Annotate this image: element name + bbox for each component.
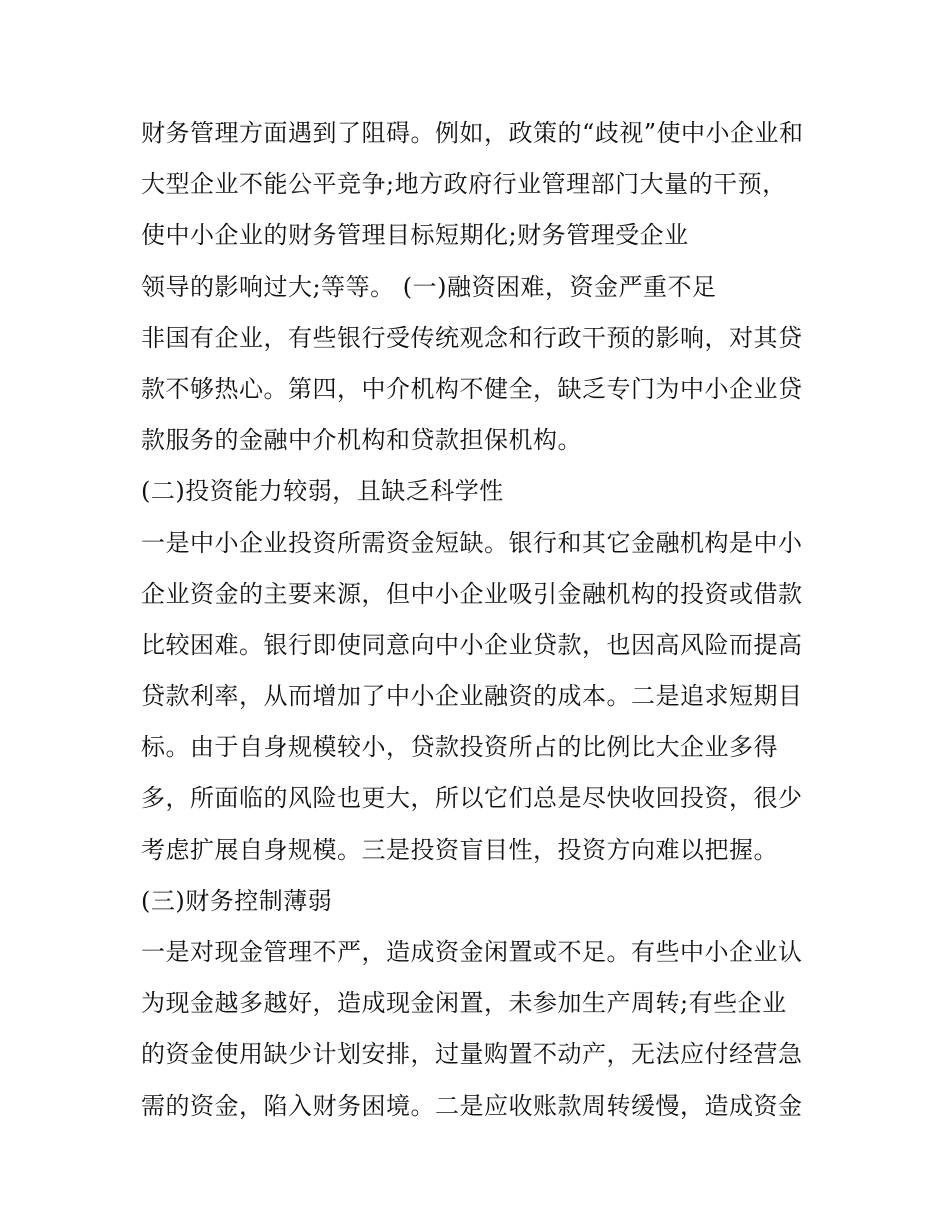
- text-line: 企业资金的主要来源，但中小企业吸引金融机构的投资或借款: [141, 579, 803, 608]
- section-heading: (二)投资能力较弱，且缺乏科学性: [141, 477, 504, 506]
- text-line: 多，所面临的风险也更大，所以它们总是尽快收回投资，很少: [141, 784, 803, 813]
- text-line: 领导的影响过大;等等。 (一)融资困难，资金严重不足: [141, 272, 717, 301]
- section-heading: (三)财务控制薄弱: [141, 886, 333, 915]
- text-line: 非国有企业，有些银行受传统观念和行政干预的影响，对其贷: [141, 323, 803, 352]
- text-line: 财务管理方面遇到了阻碍。例如，政策的“歧视”使中小企业和: [141, 119, 804, 147]
- text-line: 为现金越多越好，造成现金闲置，未参加生产周转;有些企业: [141, 989, 787, 1018]
- text-line: 款不够热心。第四，中介机构不健全，缺乏专门为中小企业贷: [141, 374, 803, 403]
- text-line: 考虑扩展自身规模。三是投资盲目性，投资方向难以把握。: [141, 835, 778, 864]
- text-line: 大型企业不能公平竞争;地方政府行业管理部门大量的干预，: [141, 170, 787, 199]
- text-line: 标。由于自身规模较小，贷款投资所占的比例比大企业多得: [141, 733, 778, 762]
- text-line: 一是中小企业投资所需资金短缺。银行和其它金融机构是中小: [141, 528, 803, 557]
- body-text: [141, 108, 831, 1132]
- text-line: 使中小企业的财务管理目标短期化;财务管理受企业: [141, 221, 689, 250]
- text-line: 需的资金，陷入财务困境。二是应收账款周转缓慢，造成资金: [141, 1091, 803, 1120]
- text-line: 的资金使用缺少计划安排，过量购置不动产，无法应付经营急: [141, 1040, 803, 1069]
- text-line: 贷款利率，从而增加了中小企业融资的成本。二是追求短期目: [141, 682, 803, 711]
- text-line: 一是对现金管理不严，造成资金闲置或不足。有些中小企业认: [141, 938, 803, 966]
- text-line: 比较困难。银行即使同意向中小企业贷款，也因高风险而提高: [141, 630, 803, 659]
- text-line: 款服务的金融中介机构和贷款担保机构。: [141, 426, 582, 455]
